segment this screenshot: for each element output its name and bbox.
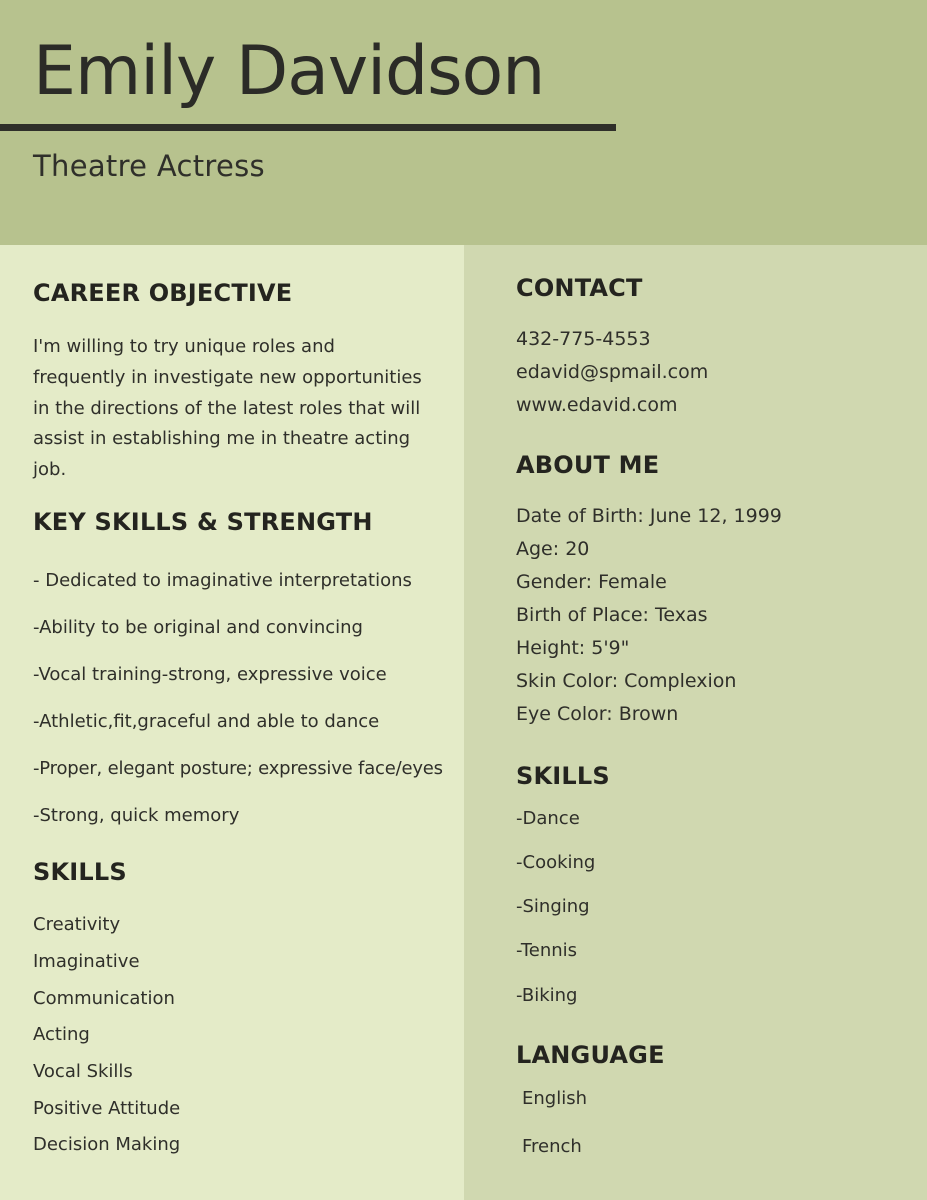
header-divider: [0, 124, 616, 131]
about-item: Gender: Female: [516, 571, 667, 593]
skills-heading-left: SKILLS: [33, 858, 127, 886]
key-skill-item: -Vocal training-strong, expressive voice: [33, 664, 387, 685]
language-heading: LANGUAGE: [516, 1041, 665, 1069]
candidate-name: Emily Davidson: [33, 32, 545, 111]
objective-line: job.: [33, 459, 67, 480]
about-item: Height: 5'9": [516, 637, 630, 659]
objective-line: assist in establishing me in theatre acting: [33, 428, 411, 450]
language-item: French: [522, 1136, 582, 1157]
about-item: Age: 20: [516, 538, 590, 560]
skill-item: Vocal Skills: [33, 1061, 133, 1082]
skill-item: Positive Attitude: [33, 1098, 181, 1119]
about-item: Eye Color: Brown: [516, 703, 679, 725]
key-skill-item: -Proper, elegant posture; expressive face/eyes: [33, 758, 443, 779]
skill-item: Communication: [33, 988, 175, 1009]
about-me-heading: ABOUT ME: [516, 451, 660, 479]
about-item: Date of Birth: June 12, 1999: [516, 505, 782, 527]
objective-line: in the directions of the latest roles that will: [33, 397, 421, 419]
skill-item: -Biking: [516, 985, 578, 1006]
skill-item: Imaginative: [33, 951, 140, 972]
key-skill-item: -Athletic,fit,graceful and able to dance: [33, 711, 380, 732]
skill-item: -Tennis: [516, 940, 578, 961]
skill-item: -Cooking: [516, 852, 596, 873]
skills-heading-right: SKILLS: [516, 762, 610, 790]
contact-email: edavid@spmail.com: [516, 361, 709, 383]
career-objective-text: [33, 332, 433, 486]
job-title: Theatre Actress: [33, 149, 265, 183]
objective-line: frequently in investigate new opportunities: [33, 366, 422, 388]
objective-line: I'm willing to try unique roles and: [33, 336, 335, 357]
skill-item: -Dance: [516, 808, 580, 829]
skill-item: -Singing: [516, 896, 590, 917]
contact-heading: CONTACT: [516, 274, 643, 302]
resume-header: [0, 0, 927, 245]
key-skills-heading: KEY SKILLS & STRENGTH: [33, 508, 373, 536]
contact-phone: 432-775-4553: [516, 328, 651, 350]
key-skill-item: -Ability to be original and convincing: [33, 617, 363, 638]
key-skill-item: -Strong, quick memory: [33, 805, 240, 826]
career-objective-heading: CAREER OBJECTIVE: [33, 279, 293, 307]
about-item: Birth of Place: Texas: [516, 604, 708, 626]
skill-item: Decision Making: [33, 1134, 181, 1155]
contact-website: www.edavid.com: [516, 394, 678, 416]
skill-item: Acting: [33, 1024, 90, 1045]
skill-item: Creativity: [33, 914, 121, 935]
about-item: Skin Color: Complexion: [516, 670, 737, 692]
key-skill-item: - Dedicated to imaginative interpretations: [33, 570, 412, 591]
language-item: English: [522, 1088, 587, 1109]
